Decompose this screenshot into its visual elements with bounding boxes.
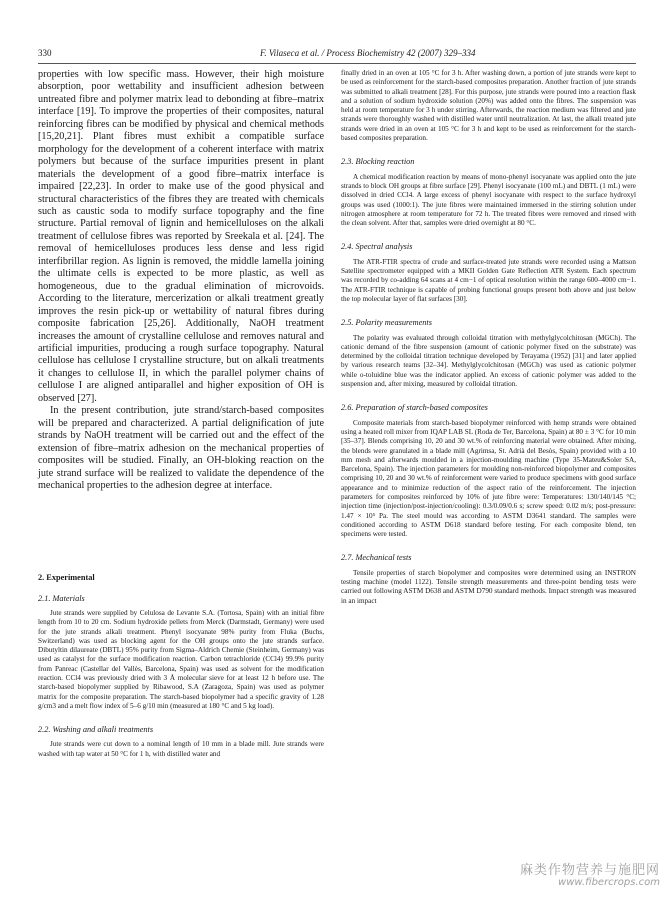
intro-paragraph-1: properties with low specific mass. However, their high moisture absorption, poor wettability and insufficient adhesion between untreated fibre and polymer matrix lead to debonding at fibre–matrix interface [19]. To improve the properties of their composites, natural reinforcing fibres can be modified by physical and chemical methods [15,20,21]. Plant fibres must exhibit a compatible surface morphology for the development of a coherent interface with matrix polymers but because of the surface impurities present in plant materials the development of a good fibre–matrix interface is impaired [22,23]. In order to make use of the good physical and structural characteristics of the fibres they are treated with chemicals such as caustic soda to modify surface topography and the fine structure. Partial removal of lignin and hemicelluloses on the alkali treatment of cellulose fibres was reported by Sreekala et al. [24]. The removal of hemicelluloses produces less dense and less rigid interfibrillar region. As lignin is removed, the middle lamella joining the ultimate cells is expected to be more plastic, as well as homogeneous, due to the gradual elimination of microvoids. According to the literature, mercerization or alkali treatment greatly improves the resin pick-up or wettability of natural fibres during composite fabrication [25,26]. Additionally, NaOH treatment increases the amount of crystalline cellulose and removes natural and artificial impurities, producing a rough surface topography. Natural cellulose has cellulose I crystalline structure, but on alkali treatments it changes to cellulose II, in which the parallel polymer chains of cellulose I are aligned antiparallel and higher exposition of OH is observed [27]. xyxy=(38,69,324,404)
subsection-title-preparation: 2.6. Preparation of starch-based composites xyxy=(341,403,488,413)
subsection-title-spectral: 2.4. Spectral analysis xyxy=(341,242,413,252)
subsection-title-washing: 2.2. Washing and alkali treatments xyxy=(38,725,154,735)
journal-citation: F. Vilaseca et al. / Process Biochemistry 42 (2007) 329–334 xyxy=(260,48,476,58)
left-column xyxy=(38,69,324,492)
washing-text: Jute strands were cut down to a nominal length of 10 mm in a blade mill. Jute strands were washed with tap water at 50 °C for 1 h, with distilled water and xyxy=(38,740,324,758)
header-rule xyxy=(38,63,636,64)
experimental-section xyxy=(38,573,324,759)
subsection-title-blocking: 2.3. Blocking reaction xyxy=(341,157,415,167)
subsection-title-polarity: 2.5. Polarity measurements xyxy=(341,318,432,328)
subsection-title-materials: 2.1. Materials xyxy=(38,594,85,603)
intro-paragraph-2: In the present contribution, jute strand/starch-based composites will be prepared and characterized. A partial delignification of jute strands by NaOH treatment will be carried out and the effect of the extension of fibre–matrix adhesion on the mechanical properties of composites will be studied. Finally, an OH-bloking reaction on the jute strand surface will be realized to validate the dependence of the mechanical properties to the adhesion degree at interface. xyxy=(38,405,324,491)
washing-text-continued: finally dried in an oven at 105 °C for 3 h. After washing down, a portion of jute strands were kept to be used as reinforcement for the starch-based composites preparation. Another fraction of jute strands was submitted to alkali treatment [28]. For this purpose, jute strands were poured into a reaction flask and a solution of sodium hydroxide solution (20%) was added onto the fibres. The suspension was held at room temperature for 3 h under stirring. Afterwards, the reaction medium was filtered and jute strands were thoroughly washed with distilled water until neutralization. At last, the alkali treated jute strands were dried in an oven at 105 °C for 3 h and kept to be used as reinforcement for the starch-based composites preparation. xyxy=(341,69,636,143)
blocking-text: A chemical modification reaction by means of mono-phenyl isocyanate was applied onto the jute strands to block OH groups at fibre surface [29]. Phenyl isocyanate (100 mL) and DBTL (1 mL) were dissolved in dried CCl4. A large excess of phenyl isocyanate with respect to the surface hydroxyl groups was used (1000:1). The jute fibres were maintained immersed in the stirring solution under nitrogen atmosphere at room temperature for 72 h. The treated fibres were removed and rinsed with the clean solvent. After that, samples were dried overnight at 80 °C. xyxy=(341,172,636,228)
section-title-experimental: 2. Experimental xyxy=(38,573,95,582)
running-header xyxy=(38,48,636,62)
spectral-text: The ATR-FTIR spectra of crude and surface-treated jute strands were recorded using a Mattson Satellite spectrometer equipped with a MKII Golden Gate Reflection ATR System. Each spectrum was recorded by co-adding 64 scans at 4 cm−1 of optical resolution within the range 600–4000 cm−1. The ATR-FTIR technique is capable of probing functional groups present both above and just below the top molecular layer of flat surfaces [30]. xyxy=(341,257,636,303)
subsection-title-mechanical: 2.7. Mechanical tests xyxy=(341,553,412,563)
site-watermark xyxy=(520,865,660,889)
materials-text: Jute strands were supplied by Celulosa de Levante S.A. (Tortosa, Spain) with an initial fibre length from 10 to 20 cm. Sodium hydroxide pellets from Merck (Darmstadt, Germany) were used for the jute strands alkali treatment. Phenyl isocyanate 98% purity from Fluka (Buchs, Switzerland) was used as blocking agent for the OH groups onto the jute strands surface. Dibutyltin dilaureate (DBTL) 95% purity from Sigma–Aldrich Chemie (Steinheim, Germany) was used as catalyst for the surface modification reaction. Carbon tetrachloride (CCl4) 99.9% purity from Panreac (Castellar del Vallès, Barcelona, Spain) was used as solvent for the modification reaction. CCl4 was previously dried with 3 Å molecular sieve for at least 12 h before use. The starch-based biopolymer supplied by Ribawood, S.A (Zaragoza, Spain) was used as polymer matrix for the composite preparation. The starch-based biopolymer had a specific gravity of 1.28 g/cm3 and a melt flow index of 5–6 g/10 min (measured at 180 °C and 5 kg load). xyxy=(38,609,324,710)
right-column xyxy=(341,69,636,606)
page-number: 330 xyxy=(38,48,52,58)
preparation-text: Composite materials from starch-based biopolymer reinforced with hemp strands were obtained using a heated roll mixer from IQAP LAB SL (Roda de Ter, Barcelona, Spain) at 80 ± 3 °C for 10 min [35–37]. Blends comprising 10, 20 and 30 wt.% of reinforcing material were obtained. After mixing, the blends were granulated in a blade mill (Agrimsa, St. Adrià del Besòs, Spain) provided with a 10 mm mesh and afterwards moulded in a injection-moulding machine (Type 35-Mateu&Soler SA, Barcelona, Spain). The injection parameters for moulding non-reinforced biopolymer and composites comprising 10, 20 and 30 wt.% of reinforcement were varied to produce specimens with good surface appearance and to minimize reduction of the aspect ratio of the reinforcement. The injection parameters for composites reinforced by 10% of jute fibre were: Temperatures: 130/140/145 °C; injection time (injection/post-injection/cooling): 0.3/0.09/0.6 s; screw speed: 0.02 m/s; post-pressure: 1.47 × 10⁵ Pa. The steel mould was according to ASTM D3641 standard. The samples were conditioned according to ASTM D618 standard before testing. For each composite blend, ten specimens were tested. xyxy=(341,418,636,539)
watermark-chinese: 麻类作物营养与施肥网 xyxy=(519,863,660,878)
polarity-text: The polarity was evaluated through colloidal titration with methylglycolchitosan (MGCh). The cationic demand of the fibre suspension (amount of cationic polymer fixed on the substrate) was determined by the colloidal titration technique developed by Terayama (1952) [31] and later applied by various research teams [32–34]. Methylglycolchitosan (MGCh) was used as cationic polymer while o-toluidine blue was the indicator applied. An excess of cationic polymer was added to the suspension and, after mixing, measured by colloidal titration. xyxy=(341,333,636,389)
mechanical-text: Tensile properties of starch biopolymer and composites were determined using an INSTRON testing machine (model 1122). Tensile strength measurements and three-point bending tests were carried out following ASTM D638 and ASTM D790 standard methods. Impact strength was measured in an impact xyxy=(341,568,636,605)
watermark-url: www.fibercrops.com xyxy=(558,877,660,888)
